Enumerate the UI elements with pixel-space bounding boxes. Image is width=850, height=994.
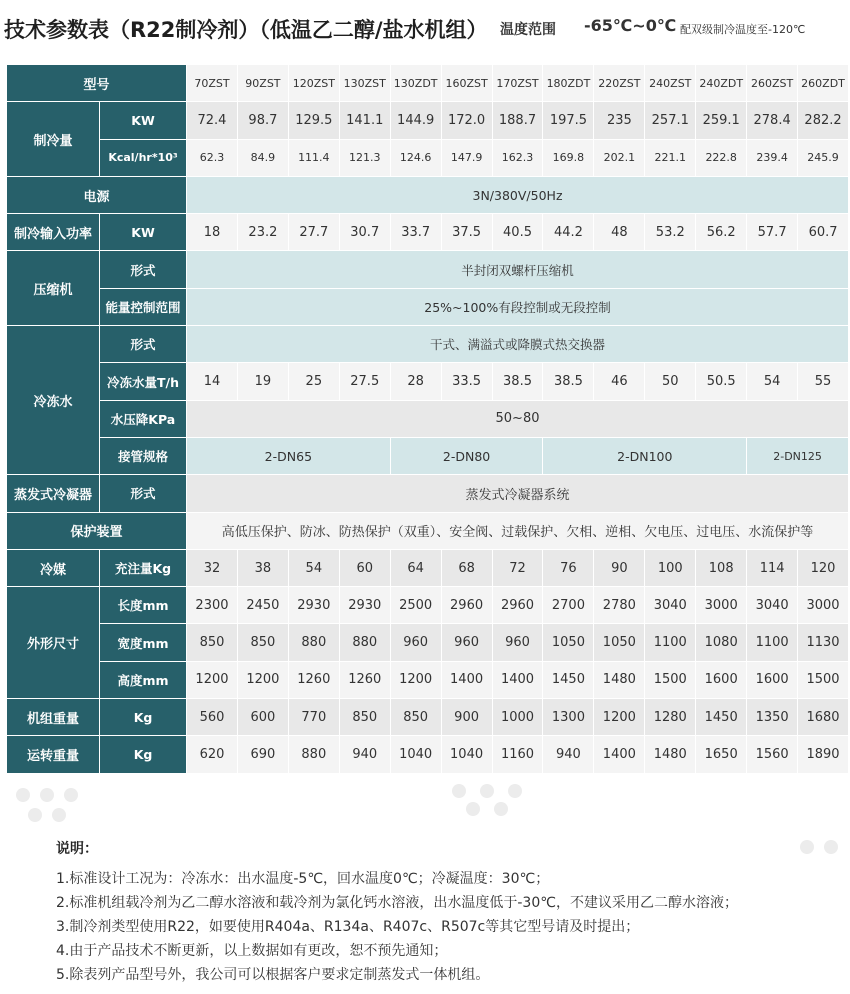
width-cell: 880 <box>288 624 339 661</box>
row-chilled-form <box>7 326 849 363</box>
height-cell: 1400 <box>441 661 492 698</box>
chilled-form-value: 干式、满溢式或降膜式热交换器 <box>187 326 849 363</box>
flow-cell: 33.5 <box>441 363 492 400</box>
length-cell: 2300 <box>187 587 238 624</box>
kcal-cell: 62.3 <box>187 139 238 176</box>
pressure-drop-label: 水压降KPa <box>100 400 187 437</box>
kw-cell: 129.5 <box>288 102 339 139</box>
row-compressor-form <box>7 251 849 288</box>
model-cell: 240ZDT <box>696 65 747 102</box>
model-label: 型号 <box>7 65 187 102</box>
flow-cell: 28 <box>390 363 441 400</box>
charge-cell: 64 <box>390 549 441 586</box>
kcal-cell: 169.8 <box>543 139 594 176</box>
length-cell: 3040 <box>645 587 696 624</box>
input-power-cell: 23.2 <box>237 214 288 251</box>
input-power-cell: 44.2 <box>543 214 594 251</box>
charge-cell: 72 <box>492 549 543 586</box>
kcal-cell: 121.3 <box>339 139 390 176</box>
unit-weight-cell: 850 <box>390 699 441 736</box>
width-cell: 850 <box>237 624 288 661</box>
height-cell: 1500 <box>645 661 696 698</box>
unit-weight-cell: 850 <box>339 699 390 736</box>
row-condenser <box>7 475 849 512</box>
length-cell: 3040 <box>747 587 798 624</box>
protection-label: 保护装置 <box>7 512 187 549</box>
compressor-form-value: 半封闭双螺杆压缩机 <box>187 251 849 288</box>
height-cell: 1200 <box>237 661 288 698</box>
notes-section <box>56 838 850 987</box>
flow-cell: 55 <box>798 363 849 400</box>
unit-weight-cell: 1200 <box>594 699 645 736</box>
page-title: 技术参数表（R22制冷剂）（低温乙二醇/盐水机组） <box>4 18 488 42</box>
width-cell: 960 <box>492 624 543 661</box>
chilled-flow-label: 冷冻水量T/h <box>100 363 187 400</box>
flow-cell: 38.5 <box>543 363 594 400</box>
run-weight-cell: 1890 <box>798 736 849 773</box>
note-line: 4.由于产品技术不断更新，以上数据如有更改，恕不预先通知； <box>56 943 448 959</box>
flow-cell: 14 <box>187 363 238 400</box>
unit-weight-cell: 1280 <box>645 699 696 736</box>
run-weight-cell: 1160 <box>492 736 543 773</box>
kw-cell: 172.0 <box>441 102 492 139</box>
run-weight-unit: Kg <box>100 736 187 773</box>
input-power-cell: 33.7 <box>390 214 441 251</box>
height-cell: 1600 <box>696 661 747 698</box>
flow-cell: 27.5 <box>339 363 390 400</box>
charge-cell: 38 <box>237 549 288 586</box>
run-weight-cell: 1040 <box>390 736 441 773</box>
length-cell: 2930 <box>339 587 390 624</box>
kw-cell: 235 <box>594 102 645 139</box>
charge-cell: 108 <box>696 549 747 586</box>
pipe-size-label: 接管规格 <box>100 437 187 474</box>
condenser-form-value: 蒸发式冷凝器系统 <box>187 475 849 512</box>
note-line: 5.除表列产品型号外，我公司可以根据客户要求定制蒸发式一体机组。 <box>56 967 490 983</box>
input-power-cell: 60.7 <box>798 214 849 251</box>
flow-cell: 50.5 <box>696 363 747 400</box>
condenser-form-label: 形式 <box>100 475 187 512</box>
decorative-dot-pattern <box>0 780 850 820</box>
model-cell: 220ZST <box>594 65 645 102</box>
row-width <box>7 624 849 661</box>
note-line: 2.标准机组载冷剂为乙二醇水溶液和载冷剂为氯化钙水溶液，出水温度低于-30℃，不建议采用乙二醇水溶液； <box>56 895 738 911</box>
unit-weight-cell: 600 <box>237 699 288 736</box>
width-cell: 1050 <box>594 624 645 661</box>
kw-cell: 72.4 <box>187 102 238 139</box>
height-label: 高度mm <box>100 661 187 698</box>
run-weight-cell: 620 <box>187 736 238 773</box>
kw-unit-label: KW <box>100 102 187 139</box>
flow-cell: 54 <box>747 363 798 400</box>
row-run-weight <box>7 736 849 773</box>
kw-cell: 257.1 <box>645 102 696 139</box>
pipe-size-cell: 2-DN80 <box>390 437 543 474</box>
notes-title: 说明： <box>56 841 98 857</box>
height-cell: 1500 <box>798 661 849 698</box>
temperature-range: -65℃~0℃ <box>584 16 677 35</box>
input-power-cell: 18 <box>187 214 238 251</box>
chilled-water-label: 冷冻水 <box>7 326 100 475</box>
unit-weight-cell: 900 <box>441 699 492 736</box>
row-input-power <box>7 214 849 251</box>
height-cell: 1600 <box>747 661 798 698</box>
kw-cell: 188.7 <box>492 102 543 139</box>
note-line: 1.标准设计工况为：冷冻水：出水温度-5℃，回水温度0℃；冷凝温度：30℃； <box>56 871 550 887</box>
model-cell: 170ZST <box>492 65 543 102</box>
length-cell: 2960 <box>441 587 492 624</box>
flow-cell: 38.5 <box>492 363 543 400</box>
length-cell: 2780 <box>594 587 645 624</box>
model-cell: 130ZST <box>339 65 390 102</box>
run-weight-cell: 1650 <box>696 736 747 773</box>
run-weight-cell: 1400 <box>594 736 645 773</box>
row-length <box>7 587 849 624</box>
row-protection <box>7 512 849 549</box>
charge-cell: 68 <box>441 549 492 586</box>
input-power-cell: 40.5 <box>492 214 543 251</box>
height-cell: 1450 <box>543 661 594 698</box>
kw-cell: 282.2 <box>798 102 849 139</box>
length-cell: 2500 <box>390 587 441 624</box>
unit-weight-cell: 770 <box>288 699 339 736</box>
row-model <box>7 65 849 102</box>
height-cell: 1200 <box>187 661 238 698</box>
charge-cell: 114 <box>747 549 798 586</box>
input-power-cell: 37.5 <box>441 214 492 251</box>
kcal-cell: 147.9 <box>441 139 492 176</box>
length-cell: 2450 <box>237 587 288 624</box>
length-cell: 3000 <box>798 587 849 624</box>
input-power-label: 制冷输入功率 <box>7 214 100 251</box>
width-label: 宽度mm <box>100 624 187 661</box>
kcal-unit-label: Kcal/hr*10³ <box>100 139 187 176</box>
note-line: 3.制冷剂类型使用R22，如要使用R404a、R134a、R407c、R507c等其它型号请及时提出； <box>56 919 640 935</box>
width-cell: 880 <box>339 624 390 661</box>
charge-cell: 76 <box>543 549 594 586</box>
dimensions-label: 外形尺寸 <box>7 587 100 699</box>
flow-cell: 25 <box>288 363 339 400</box>
height-cell: 1260 <box>288 661 339 698</box>
chilled-form-label: 形式 <box>100 326 187 363</box>
model-cell: 130ZDT <box>390 65 441 102</box>
width-cell: 1130 <box>798 624 849 661</box>
capacity-control-label: 能量控制范围 <box>100 288 187 325</box>
flow-cell: 19 <box>237 363 288 400</box>
input-power-cell: 53.2 <box>645 214 696 251</box>
row-cooling-kw <box>7 102 849 139</box>
row-chilled-flow <box>7 363 849 400</box>
flow-cell: 46 <box>594 363 645 400</box>
charge-cell: 60 <box>339 549 390 586</box>
charge-cell: 32 <box>187 549 238 586</box>
unit-weight-cell: 1300 <box>543 699 594 736</box>
pipe-size-cell: 2-DN125 <box>747 437 849 474</box>
width-cell: 1100 <box>747 624 798 661</box>
run-weight-cell: 940 <box>339 736 390 773</box>
kw-cell: 141.1 <box>339 102 390 139</box>
row-power-supply <box>7 176 849 213</box>
row-capacity-control <box>7 288 849 325</box>
unit-weight-unit: Kg <box>100 699 187 736</box>
width-cell: 1050 <box>543 624 594 661</box>
model-cell: 70ZST <box>187 65 238 102</box>
kw-cell: 98.7 <box>237 102 288 139</box>
height-cell: 1480 <box>594 661 645 698</box>
run-weight-cell: 690 <box>237 736 288 773</box>
length-cell: 2700 <box>543 587 594 624</box>
kcal-cell: 124.6 <box>390 139 441 176</box>
unit-weight-label: 机组重量 <box>7 699 100 736</box>
charge-label: 充注量Kg <box>100 549 187 586</box>
kw-cell: 144.9 <box>390 102 441 139</box>
kcal-cell: 222.8 <box>696 139 747 176</box>
width-cell: 1100 <box>645 624 696 661</box>
compressor-label: 压缩机 <box>7 251 100 326</box>
cooling-capacity-label: 制冷量 <box>7 102 100 177</box>
run-weight-cell: 1560 <box>747 736 798 773</box>
kw-cell: 259.1 <box>696 102 747 139</box>
row-pipe-size <box>7 437 849 474</box>
kcal-cell: 202.1 <box>594 139 645 176</box>
kcal-cell: 221.1 <box>645 139 696 176</box>
refrigerant-label: 冷媒 <box>7 549 100 586</box>
capacity-control-value: 25%~100%有段控制或无段控制 <box>187 288 849 325</box>
model-cell: 180ZDT <box>543 65 594 102</box>
length-cell: 2930 <box>288 587 339 624</box>
input-power-cell: 56.2 <box>696 214 747 251</box>
kcal-cell: 84.9 <box>237 139 288 176</box>
unit-weight-cell: 1000 <box>492 699 543 736</box>
height-cell: 1260 <box>339 661 390 698</box>
model-cell: 120ZST <box>288 65 339 102</box>
unit-weight-cell: 1350 <box>747 699 798 736</box>
width-cell: 1080 <box>696 624 747 661</box>
run-weight-cell: 1480 <box>645 736 696 773</box>
row-unit-weight <box>7 699 849 736</box>
height-cell: 1200 <box>390 661 441 698</box>
page-header <box>0 14 850 48</box>
condenser-label: 蒸发式冷凝器 <box>7 475 100 512</box>
charge-cell: 120 <box>798 549 849 586</box>
row-pressure-drop <box>7 400 849 437</box>
protection-value: 高低压保护、防冰、防热保护（双重）、安全阀、过载保护、欠相、逆相、欠电压、过电压、水流保护等 <box>187 512 849 549</box>
kw-cell: 197.5 <box>543 102 594 139</box>
run-weight-cell: 1040 <box>441 736 492 773</box>
run-weight-label: 运转重量 <box>7 736 100 773</box>
kcal-cell: 239.4 <box>747 139 798 176</box>
compressor-form-label: 形式 <box>100 251 187 288</box>
power-supply-value: 3N/380V/50Hz <box>187 176 849 213</box>
model-cell: 160ZST <box>441 65 492 102</box>
charge-cell: 90 <box>594 549 645 586</box>
charge-cell: 54 <box>288 549 339 586</box>
row-refrigerant-charge <box>7 549 849 586</box>
pressure-drop-value: 50~80 <box>187 400 849 437</box>
kcal-cell: 245.9 <box>798 139 849 176</box>
kcal-cell: 111.4 <box>288 139 339 176</box>
flow-cell: 50 <box>645 363 696 400</box>
power-supply-label: 电源 <box>7 176 187 213</box>
width-cell: 960 <box>390 624 441 661</box>
input-power-cell: 27.7 <box>288 214 339 251</box>
run-weight-cell: 940 <box>543 736 594 773</box>
charge-cell: 100 <box>645 549 696 586</box>
kcal-cell: 162.3 <box>492 139 543 176</box>
height-cell: 1400 <box>492 661 543 698</box>
model-cell: 90ZST <box>237 65 288 102</box>
input-power-cell: 30.7 <box>339 214 390 251</box>
spec-table <box>6 64 849 774</box>
run-weight-cell: 880 <box>288 736 339 773</box>
length-cell: 3000 <box>696 587 747 624</box>
length-label: 长度mm <box>100 587 187 624</box>
width-cell: 960 <box>441 624 492 661</box>
unit-weight-cell: 560 <box>187 699 238 736</box>
length-cell: 2960 <box>492 587 543 624</box>
input-power-cell: 48 <box>594 214 645 251</box>
pipe-size-cell: 2-DN65 <box>187 437 391 474</box>
dual-stage-note: 配双级制冷温度至-120℃ <box>680 23 806 36</box>
row-cooling-kcal <box>7 139 849 176</box>
temperature-range-label: 温度范围 <box>500 22 556 38</box>
model-cell: 240ZST <box>645 65 696 102</box>
unit-weight-cell: 1680 <box>798 699 849 736</box>
input-power-cell: 57.7 <box>747 214 798 251</box>
unit-weight-cell: 1450 <box>696 699 747 736</box>
model-cell: 260ZST <box>747 65 798 102</box>
width-cell: 850 <box>187 624 238 661</box>
pipe-size-cell: 2-DN100 <box>543 437 747 474</box>
input-power-unit: KW <box>100 214 187 251</box>
model-cell: 260ZDT <box>798 65 849 102</box>
row-height <box>7 661 849 698</box>
kw-cell: 278.4 <box>747 102 798 139</box>
